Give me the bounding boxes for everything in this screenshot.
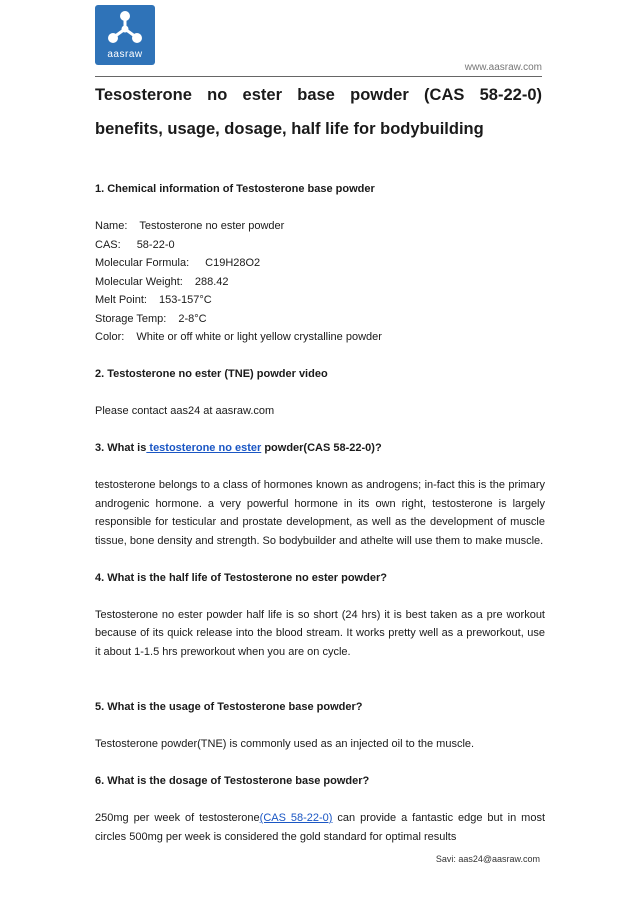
chemical-info-list	[95, 217, 545, 347]
chem-row-cas: CAS: 58-22-0	[95, 238, 175, 251]
chem-row-storage: Storage Temp: 2-8°C	[95, 312, 207, 325]
header-divider	[95, 76, 542, 77]
chem-row-color: Color: White or off white or light yellow crystalline powder	[95, 331, 382, 343]
section-3-heading: 3. What is testosterone no ester powder(CAS 58-22-0)?	[95, 442, 382, 454]
section-4-body: Testosterone no ester powder half life is so short (24 hrs) it is best taken as a pre workout because of its quick release into the blood stream. It works pretty well as a preworkout, use it about 1-1.5 hrs preworkout when you are on cycle.	[95, 608, 545, 658]
section-2-heading: 2. Testosterone no ester (TNE) powder video	[95, 368, 328, 380]
section-2-body: Please contact aas24 at aasraw.com	[95, 405, 275, 417]
section-6-heading: 6. What is the dosage of Testosterone base powder?	[95, 775, 370, 787]
chem-row-name: Name: Testosterone no ester powder	[95, 220, 285, 232]
aasraw-logo	[95, 5, 155, 65]
document-title-line-1: Tesosterone no ester base powder (CAS 58-22-0)	[95, 86, 542, 104]
section-1-heading: 1. Chemical information of Testosterone base powder	[95, 183, 375, 195]
testosterone-no-ester-link[interactable]: testosterone no ester	[146, 442, 262, 454]
section-5-heading: 5. What is the usage of Testosterone base powder?	[95, 701, 363, 713]
section-4-heading: 4. What is the half life of Testosterone no ester powder?	[95, 571, 387, 584]
chem-row-melt-point: Melt Point: 153-157°C	[95, 294, 212, 306]
molecule-icon	[95, 5, 155, 51]
section-3-body: testosterone belongs to a class of hormones known as androgens; in-fact this is the primary androgenic hormone. a very powerful hormone in its own right, testosterone is largely responsible for testicular and prostate development, as well as the development of muscle tissue, bone density and strength. So bodybuilder and athelte will use them to make muscle.	[95, 479, 545, 547]
document-body	[95, 180, 545, 846]
cas-number-link[interactable]: (CAS 58-22-0)	[259, 812, 333, 824]
logo-text: aasraw	[107, 49, 143, 60]
chem-row-weight: Molecular Weight: 288.42	[95, 275, 229, 288]
site-url: www.aasraw.com	[464, 62, 542, 73]
footer-contact: Savi: aas24@aasraw.com	[435, 854, 540, 864]
section-5-body: Testosterone powder(TNE) is commonly used as an injected oil to the muscle.	[95, 738, 475, 750]
chem-row-formula: Molecular Formula: C19H28O2	[95, 257, 261, 269]
document-title-line-2: benefits, usage, dosage, half life for bodybuilding	[95, 120, 484, 138]
section-6-body: 250mg per week of testosterone(CAS 58-22-0) can provide a fantastic edge but in most circles 500mg per week is considered the gold standard for optimal results	[95, 812, 545, 843]
